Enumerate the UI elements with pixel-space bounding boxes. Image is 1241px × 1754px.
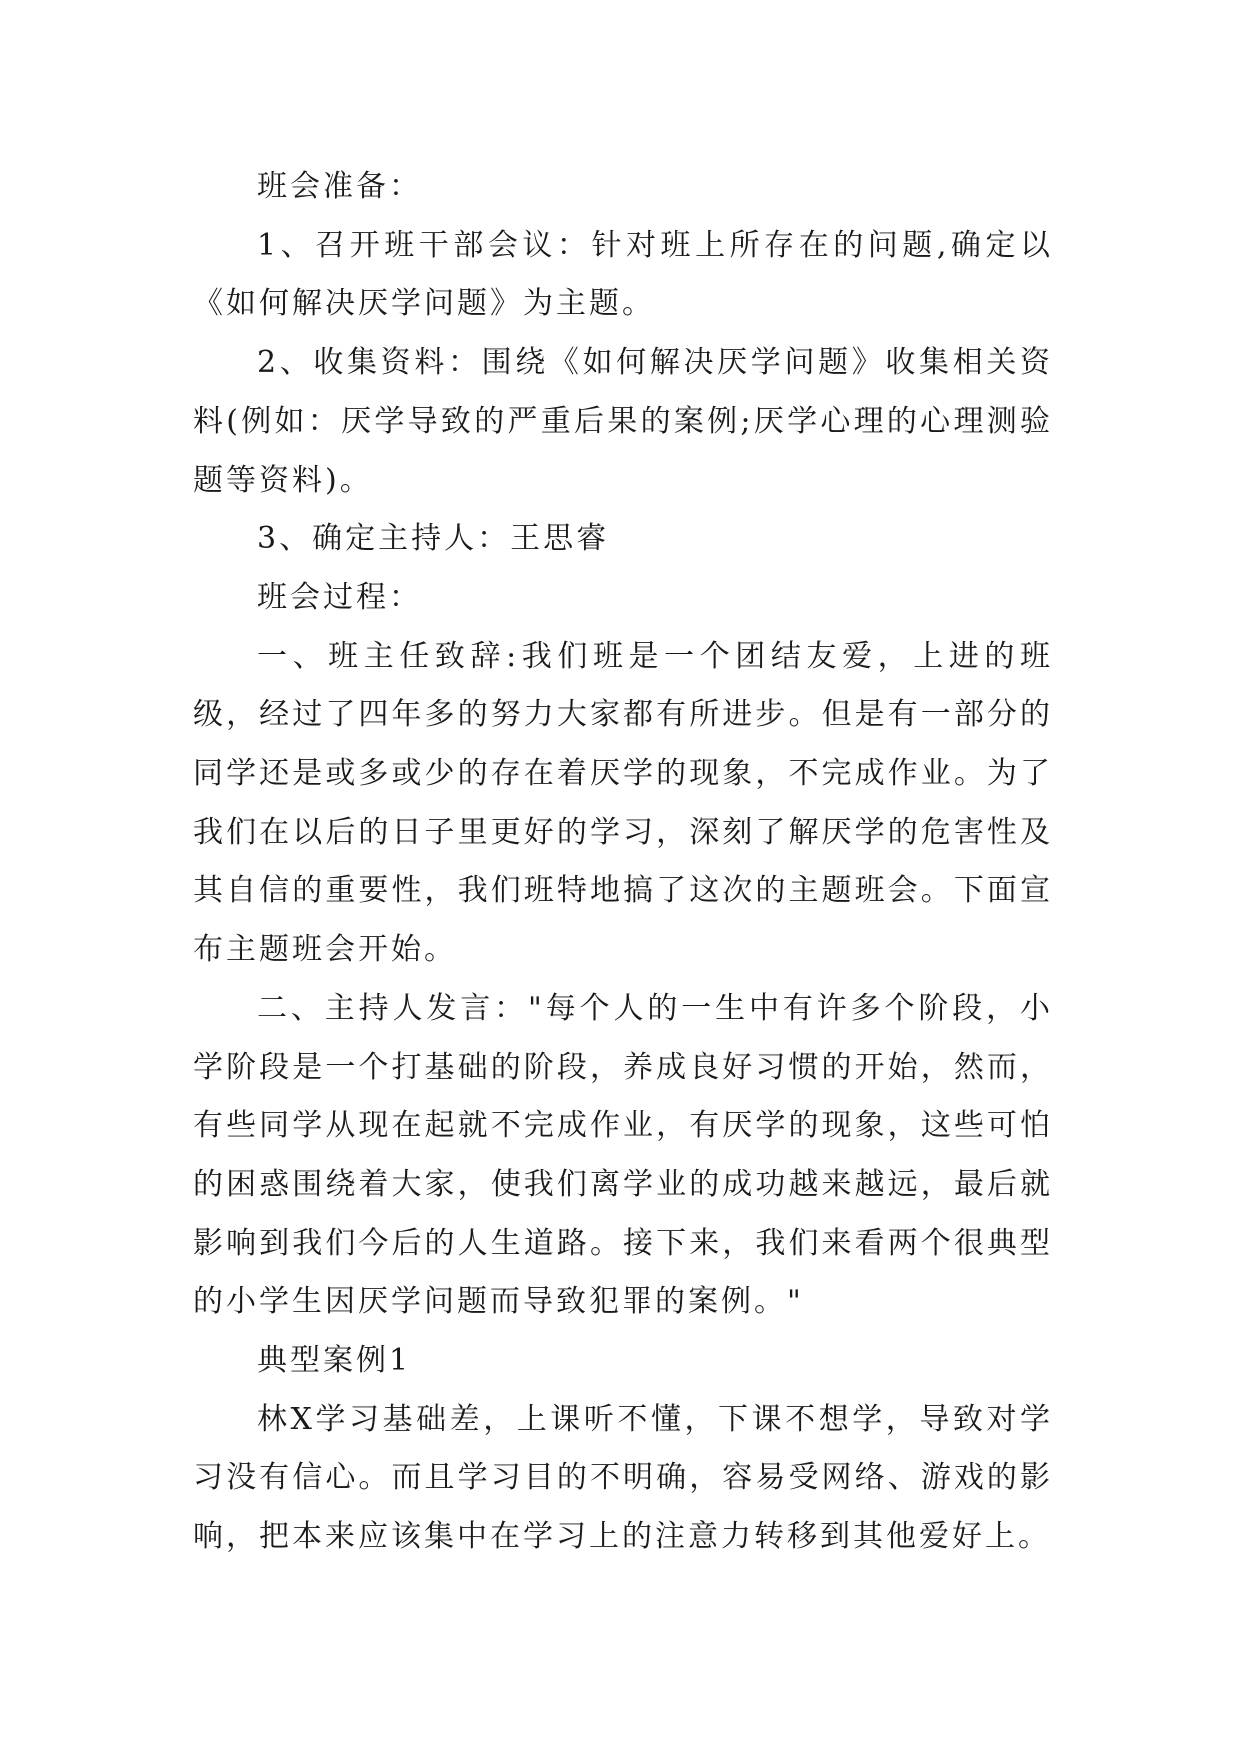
paragraph-collect-materials: 2、收集资料：围绕《如何解决厌学问题》收集相关资料(例如：厌学导致的严重后果的案例;厌学心理的心理测验题等资料)。 [193, 345, 1053, 498]
paragraph-class-meeting-process: 班会过程： [257, 579, 422, 615]
paragraph-host: 3、确定主持人：王思睿 [257, 521, 610, 557]
paragraph-teacher-speech: 一、班主任致辞:我们班是一个团结友爱，上进的班级，经过了四年多的努力大家都有所进步。但是有一部分的同学还是或多或少的存在着厌学的现象，不完成作业。为了我们在以后的日子里更好的学习，深刻了解厌学的危害性及其自信的重要性，我们班特地搞了这次的主题班会。下面宣布主题班会开始。 [193, 638, 1053, 968]
paragraph-case-content: 林X学习基础差，上课听不懂，下课不想学，导致对学习没有信心。而且学习目的不明确，容易受网络、游戏的影响，把本来应该集中在学习上的注意力转移到其他爱好上。 [193, 1401, 1053, 1555]
paragraph-host-speech: 二、主持人发言："每个人的一生中有许多个阶段，小学阶段是一个打基础的阶段，养成良好习惯的开始，然而，有些同学从现在起就不完成作业，有厌学的现象，这些可怕的困惑围绕着大家，使我们离学业的成功越来越远，最后就影响到我们今后的人生道路。接下来，我们来看两个很典型的小学生因厌学问题而导致犯罪的案例。" [193, 990, 1053, 1320]
document-body [193, 158, 1053, 1567]
paragraph-class-meeting-preparation: 班会准备： [257, 169, 422, 204]
paragraph-cadre-meeting: 1、召开班干部会议：针对班上所存在的问题,确定以《如何解决厌学问题》为主题。 [193, 227, 1053, 322]
paragraph-case-title: 典型案例1 [257, 1343, 412, 1379]
